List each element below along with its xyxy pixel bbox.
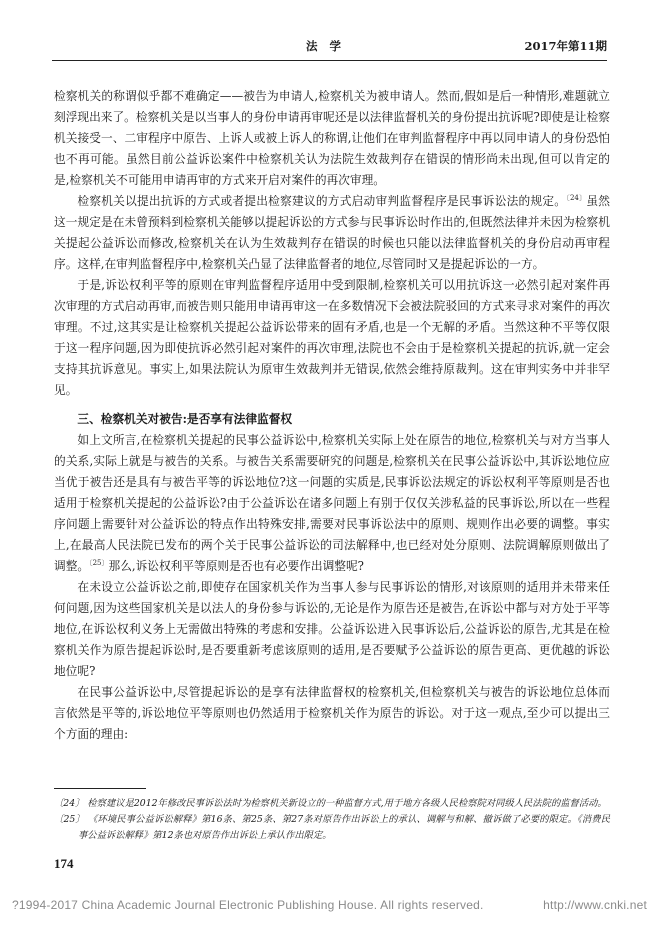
paragraph: 检察机关的称谓似乎都不难确定——被告为申请人,检察机关为被申请人。然而,假如是后一种情形,难题就立刻浮现出来了。检察机关是以当事人的身份申请再审呢还是以法律监督机关的身份提出抗诉呢?即使是让检察机关接受一、二审程序中原告、上诉人或被上诉人的称谓,让他们在审判监督程序中再以同申请人的身份恐怕也不再可能。虽然目前公益诉讼案件中检察机关认为法院生效裁判存在错误的情形尚未出现,但可以肯定的是,检察机关不可能用申请再审的方式来开启对案件的再次审理。 bbox=[54, 89, 610, 187]
header-rule bbox=[52, 60, 607, 61]
issue-label: 2017年第11期 bbox=[524, 39, 607, 53]
paragraph: 于是,诉讼权利平等的原则在审判监督程序适用中受到限制,检察机关可以用抗诉这一必然引起对案件再次审理的方式启动再审,而被告则只能用申请再审这一在多数情况下会被法院驳回的方式来寻求对案件的再次审理。不过,这其实是让检察机关提起公益诉讼带来的固有矛盾,也是一个无解的矛盾。当然这种不平等仅限于这一程序问题,因为即使抗诉必然引起对案件的再次审理,法院也不会由于是检察机关提起的抗诉,就一定会支持其抗诉意见。事实上,如果法院认为原审生效裁判并无错误,依然会维持原裁判。这在审判实务中并非罕见。 bbox=[54, 278, 610, 397]
paragraph bbox=[54, 191, 610, 275]
running-header bbox=[52, 36, 607, 58]
article-body bbox=[54, 86, 610, 745]
paragraph-text: 虽然这一规定是在未曾预料到检察机关能够以提起诉讼的方式参与民事诉讼时作出的,但既然法律并未因为检察机关提起公益诉讼而修改,检察机关在认为生效裁判存在错误的时候也只能以法律监督机关的身份启动再审程序。这样,在审判监督程序中,检察机关凸显了法律监督者的地位,尽管同时又是提起诉讼的一方。 bbox=[54, 194, 610, 271]
paragraph-text: 如上文所言,在检察机关提起的民事公益诉讼中,检察机关实际上处在原告的地位,检察机关与对方当事人的关系,实际上就是与被告的关系。与被告关系需要研究的问题是,检察机关在民事公益诉讼中,其诉讼地位应当优于被告还是具有与被告平等的诉讼地位?这一问题的实质是,民事诉讼法规定的诉讼权利平等原则是否也适用于检察机关提起的公益诉讼?由于公益诉讼在诸多问题上有别于仅仅关涉私益的民事诉讼,所以在一些程序问题上需要针对公益诉讼的特点作出特殊安排,需要对民事诉讼法中的原则、规则作出必要的调整。事实上,在最高人民法院已发布的两个关于民事公益诉讼的司法解释中,也已经对处分原则、法院调解原则做出了调整。 bbox=[54, 433, 610, 573]
paragraph-text: 那么,诉讼权利平等原则是否也有必要作出调整呢? bbox=[108, 559, 364, 573]
paragraph: 在民事公益诉讼中,尽管提起诉讼的是享有法律监督权的检察机关,但检察机关与被告的诉讼地位总体而言依然是平等的,诉讼地位平等原则也仍然适用于检察机关作为原告的诉讼。对于这一观点,至少可以提出三个方面的理由: bbox=[54, 685, 610, 741]
footnotes bbox=[54, 796, 610, 844]
footnote-24: 〔24〕 检察建议是2012年修改民事诉讼法时为检察机关新设立的一种监督方式,用于地方各级人民检察院对同级人民法院的监督活动。 bbox=[54, 798, 607, 809]
page-number: 174 bbox=[54, 856, 74, 871]
paragraph: 在未设立公益诉讼之前,即使存在国家机关作为当事人参与民事诉讼的情形,对该原则的适用并未带来任何问题,因为这些国家机关是以法人的身份参与诉讼的,无论是作为原告还是被告,在诉讼中都与对方处于平等地位,在诉讼权利义务上无需做出特殊的考虑和安排。公益诉讼进入民事诉讼后,公益诉讼的原告,尤其是在检察机关作为原告提起诉讼时,是否要重新考虑该原则的适用,是否要赋予公益诉讼的原告更高、更优越的诉讼地位呢? bbox=[54, 580, 610, 678]
section-heading: 三、检察机关对被告:是否享有法律监督权 bbox=[77, 412, 293, 426]
footnote-rule bbox=[54, 788, 146, 789]
cnki-link[interactable]: http://www.cnki.net bbox=[543, 898, 647, 912]
footnote-ref-24[interactable]: 〔24〕 bbox=[566, 194, 587, 203]
footnote-25: 〔25〕 《环境民事公益诉讼解释》第16条、第25条、第27条对原告作出诉讼上的承认、调解与和解、撤诉做了必要的限定。《消费民事公益诉讼解释》第12条也对原告作出诉讼上承认作出限定。 bbox=[54, 814, 610, 841]
journal-title: 法学 bbox=[306, 39, 353, 53]
copyright-text: ?1994-2017 China Academic Journal Electronic Publishing House. All rights reserved. bbox=[12, 898, 484, 912]
copyright-footer bbox=[12, 898, 647, 912]
footnote-ref-25[interactable]: 〔25〕 bbox=[89, 559, 109, 568]
paragraph-text: 检察机关以提出抗诉的方式或者提出检察建议的方式启动审判监督程序是民事诉讼法的规定。 bbox=[77, 194, 567, 208]
paragraph bbox=[54, 430, 610, 577]
